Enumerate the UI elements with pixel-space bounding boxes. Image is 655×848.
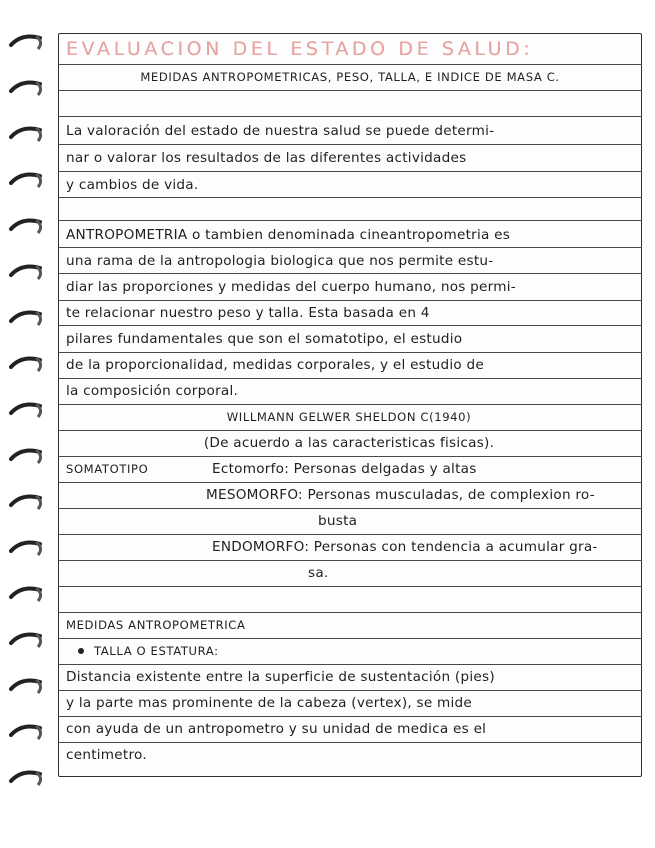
spiral-ring-icon bbox=[8, 78, 48, 100]
antropometria-line: te relacionar nuestro peso y talla. Esta basada en 4 bbox=[66, 305, 430, 321]
definition-line: centimetro. bbox=[66, 747, 147, 763]
antropometria-line: una rama de la antropologia biologica que nos permite estu- bbox=[66, 253, 494, 269]
spiral-ring-icon bbox=[8, 400, 48, 422]
somatotipo-basis: (De acuerdo a las caracteristicas fisicas). bbox=[203, 435, 495, 451]
antropometria-line: diar las proporciones y medidas del cuerpo humano, nos permi- bbox=[66, 279, 516, 295]
medidas-bullet-text: TALLA O ESTATURA: bbox=[94, 644, 219, 658]
spiral-ring-icon bbox=[8, 216, 48, 238]
spiral-ring-icon bbox=[8, 308, 48, 330]
page-subtitle: MEDIDAS ANTROPOMETRICAS, PESO, TALLA, E INDICE DE MASA C. bbox=[140, 70, 560, 84]
spiral-ring-icon bbox=[8, 584, 48, 606]
spiral-ring-icon bbox=[8, 722, 48, 744]
spiral-ring-icon bbox=[8, 354, 48, 376]
medidas-heading: MEDIDAS ANTROPOMETRICA bbox=[66, 618, 246, 632]
ruled-line bbox=[58, 586, 642, 587]
definition-line: con ayuda de un antropometro y su unidad de medica es el bbox=[66, 721, 487, 737]
somatotipo-type: MESOMORFO: Personas musculadas, de complexion ro- bbox=[206, 487, 595, 503]
definition-line: Distancia existente entre la superficie de sustentación (pies) bbox=[66, 669, 495, 685]
antropometria-line: pilares fundamentales que son el somatotipo, el estudio bbox=[66, 331, 463, 347]
spiral-ring-icon bbox=[8, 676, 48, 698]
spiral-ring-icon bbox=[8, 170, 48, 192]
somatotipo-type: Ectomorfo: Personas delgadas y altas bbox=[212, 461, 477, 477]
spiral-ring-icon bbox=[8, 446, 48, 468]
somatotipo-type: ENDOMORFO: Personas con tendencia a acumular gra- bbox=[212, 539, 598, 555]
intro-line: nar o valorar los resultados de las diferentes actividades bbox=[66, 150, 467, 166]
ruled-line bbox=[58, 90, 642, 91]
spiral-ring-icon bbox=[8, 124, 48, 146]
spiral-ring-icon bbox=[8, 630, 48, 652]
antropometria-line: de la proporcionalidad, medidas corporales, y el estudio de bbox=[66, 357, 484, 373]
spiral-ring-icon bbox=[8, 32, 48, 54]
antropometria-line: ANTROPOMETRIA o tambien denominada cineantropometria es bbox=[66, 227, 511, 243]
somatotipo-type: sa. bbox=[308, 565, 329, 581]
somatotipo-authors: WILLMANN GELWER SHELDON C(1940) bbox=[226, 410, 472, 424]
medidas-bullet bbox=[66, 638, 632, 664]
somatotipo-type: busta bbox=[318, 513, 358, 529]
spiral-ring-icon bbox=[8, 262, 48, 284]
antropometria-line: la composición corporal. bbox=[66, 383, 239, 399]
ruled-line bbox=[58, 116, 642, 117]
definition-line: y la parte mas prominente de la cabeza (vertex), se mide bbox=[66, 695, 473, 711]
intro-line: y cambios de vida. bbox=[66, 177, 199, 193]
intro-line: La valoración del estado de nuestra salud se puede determi- bbox=[66, 123, 495, 139]
spiral-ring-icon bbox=[8, 492, 48, 514]
spiral-ring-icon bbox=[8, 768, 48, 790]
page-title: EVALUACION DEL ESTADO DE SALUD: bbox=[66, 38, 534, 60]
spiral-ring-icon bbox=[8, 538, 48, 560]
bullet-icon bbox=[78, 648, 84, 654]
somatotipo-label: SOMATOTIPO bbox=[66, 462, 149, 476]
spiral-binding bbox=[8, 30, 48, 830]
ruled-line bbox=[58, 220, 642, 221]
